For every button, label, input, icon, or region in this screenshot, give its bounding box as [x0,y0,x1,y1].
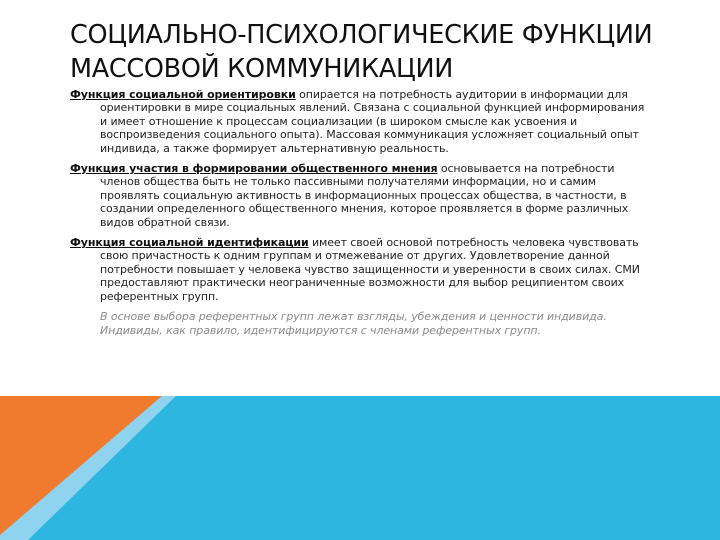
function-term: Функция участия в формировании общественного мнения [70,162,438,176]
function-item-social-orientation [70,88,650,155]
function-item-social-identification [70,236,650,303]
function-term: Функция социальной ориентировки [70,88,296,101]
function-description: основывается на потребности членов общества быть не только пассивными получателями информации, но и самим проявлять социальную активность в информационных процессах общества, в частности, в создании определенного общественного мнения, которое проявляется в форме различных видов обратной связи. [100,162,629,229]
slide-title-line-2: МАССОВОЙ КОММУНИКАЦИИ [70,54,454,84]
function-description: имеет своей основой потребность человека чувствовать свою причастность к одним группам и отмежевание от других. Удовлетворение данной потребности повышает у человека чувство защищенности и уверенности в своих силах. СМИ предоставляют практически неограниченные возможности для выбор реципиентом своих референтных групп. [100,236,640,303]
slide-title-line-1: СОЦИАЛЬНО-ПСИХОЛОГИЧЕСКИЕ ФУНКЦИИ [70,20,653,50]
note-text: В основе выбора референтных групп лежат взгляды, убеждения и ценности индивида. Индивиды, как правило, идентифицируются с членами референтных групп. [100,310,607,337]
function-term: Функция социальной идентификации [70,236,309,250]
slide-content [70,88,650,337]
function-item-public-opinion [70,162,650,229]
decorative-footer-shapes [0,396,720,540]
function-description: опирается на потребность аудитории в информации для ориентировки в мире социальных явлений. Связана с социальной функцией информирования и имеет отношение к процессам социализации (в широком смысле как усвоения и воспроизведения социального опыта). Массовая коммуникация усложняет социальный опыт индивида, а также формирует альтернативную реальность. [100,88,645,155]
slide-title [70,18,690,86]
